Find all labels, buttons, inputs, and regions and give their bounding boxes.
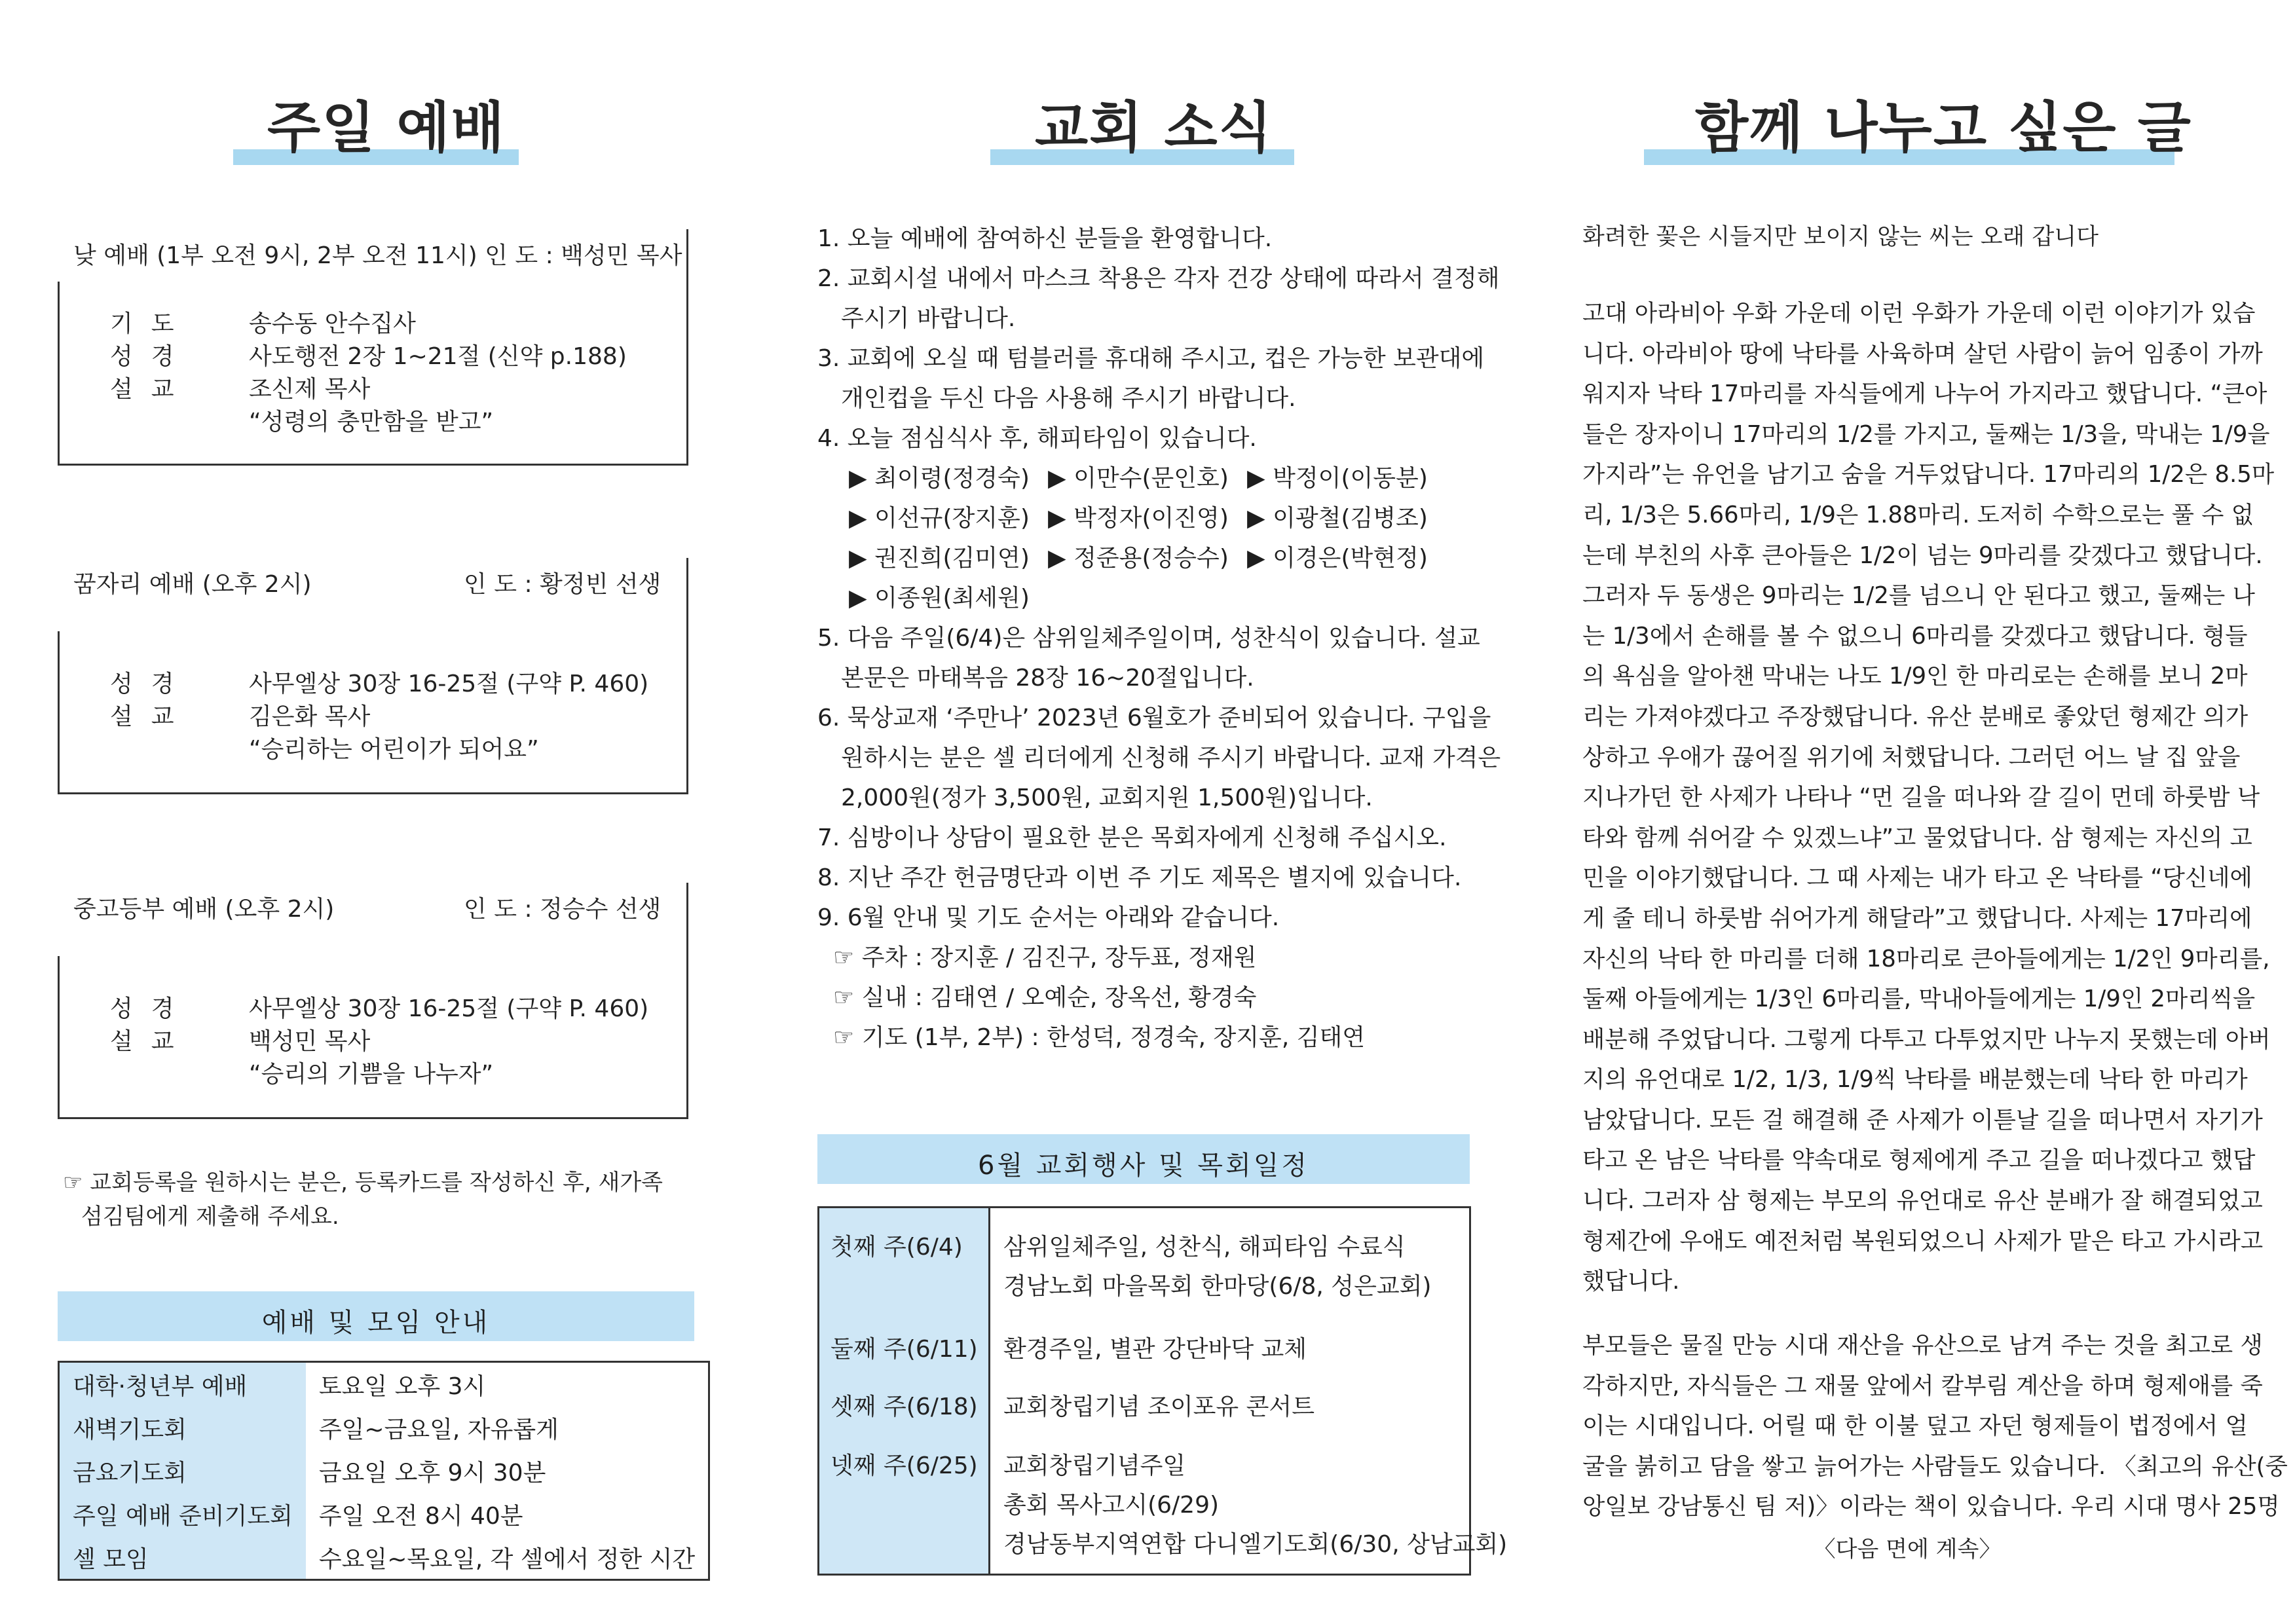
essay-line: 게 줄 테니 하룻밤 쉬어가게 해달라”고 했답니다. 사제는 17마리에 [1582,904,2252,932]
essay-line: 리는 가져야겠다고 주장했답니다. 유산 분배로 좋았던 형제간 의가 [1582,703,2248,730]
meeting-name: 셀 모임 [59,1536,306,1580]
essay-line: 워지자 낙타 17마리를 자식들에게 나누어 가지라고 했답니다. “큰아 [1582,380,2267,408]
meeting-time: 금요일 오후 9시 30분 [318,1459,546,1486]
news-item-9-prayer: ☞ 기도 (1부, 2부) : 한성덕, 정경숙, 장지훈, 김태연 [833,1024,1366,1051]
children-service-name: 꿈자리 예배 (오후 2시) [73,571,312,598]
children-service-box-left [58,631,60,792]
table-row [59,1536,709,1580]
news-item-7: 7. 심방이나 상담이 필요한 분은 목회자에게 신청해 주십시오. [817,824,1447,851]
schedule-event: 경남동부지역연합 다니엘기도회(6/30, 상남교회) [1003,1531,1508,1558]
worship-column [0,0,760,1624]
meeting-time: 주일 오전 8시 40분 [318,1502,523,1530]
meeting-time: 주일~금요일, 자유롭게 [318,1416,559,1443]
meetings-table [58,1361,710,1581]
essay-line: 형제간에 우애도 예전처럼 복원되었으니 사제가 맡은 타고 가시라고 [1582,1227,2264,1255]
news-item-3-cont: 개인컵을 두신 다음 사용해 주시기 바랍니다. [841,385,1296,412]
schedule-header [817,1134,1470,1184]
news-item-3: 3. 교회에 오실 때 텀블러를 휴대해 주시고, 컵은 가능한 보관대에 [817,345,1485,372]
news-item-6: 6. 묵상교재 ‘주만나’ 2023년 6월호가 준비되어 있습니다. 구입을 [817,705,1491,731]
youth-service-sermon-title: “승리의 기쁨을 나누자” [249,1061,494,1088]
meeting-name: 대학·청년부 예배 [59,1362,306,1407]
meetings-header-text: 예배 및 모임 안내 [261,1308,491,1338]
day-service-header: 낮 예배 (1부 오전 9시, 2부 오전 11시) 인 도 : 백성민 목사 [73,242,682,269]
essay-line: 민을 이야기했답니다. 그 때 사제는 내가 타고 온 낙타를 “당신네에 [1582,864,2252,892]
day-service-prayer: 송수동 안수집사 [249,310,416,337]
children-service-sermon-title: “승리하는 어린이가 되어요” [249,736,539,763]
table-row [59,1406,709,1449]
news-item-6-cont: 원하시는 분은 셀 리더에게 신청해 주시기 바랍니다. 교재 가격은 [841,745,1501,771]
table-row [59,1492,709,1536]
essay-line: 고대 아라비아 우화 가운데 이런 우화가 가운데 이런 이야기가 있습 [1582,300,2256,327]
day-service-box-left [58,282,60,464]
news-item-9: 9. 6월 안내 및 기도 순서는 아래와 같습니다. [817,904,1280,931]
meeting-time: 토요일 오후 3시 [318,1373,486,1400]
essay-paragraph-1 [1582,293,2275,1302]
essay-line: 타와 함께 쉬어갈 수 있겠느냐”고 물었답니다. 삼 형제는 자신의 고 [1582,824,2252,851]
essay-line: 앙일보 강남통신 팀 저)〉이라는 책이 있습니다. 우리 시대 명사 25명 [1582,1493,2280,1521]
essay-line: 타고 온 남은 낙타를 약속대로 형제에게 주고 길을 떠나겠다고 했답 [1582,1147,2256,1174]
happy-member: ▶ 최이령(정경숙) [849,465,1030,492]
essay-line: 부모들은 물질 만능 시대 재산을 유산으로 남겨 주는 것을 최고로 생 [1582,1332,2263,1359]
essay-line: 이는 시대입니다. 어릴 때 한 이불 덮고 자던 형제들이 법정에서 얼 [1582,1412,2248,1440]
essay-line: 지의 유언대로 1/2, 1/3, 1/9씩 낙타를 배분했는데 낙타 한 마리가 [1582,1066,2248,1094]
table-row [59,1449,709,1492]
schedule-week: 둘째 주(6/11) [830,1336,978,1363]
youth-service-leader: 인 도 : 정승수 선생 [464,896,662,923]
happy-member: ▶ 권진희(김미연) [849,545,1030,572]
happy-member: ▶ 박정이(이동분) [1247,465,1428,492]
news-item-5-cont: 본문은 마태복음 28장 16~20절입니다. [841,665,1254,692]
schedule-week: 넷째 주(6/25) [830,1452,978,1479]
children-service-preacher: 김은화 목사 [249,703,371,730]
schedule-event: 교회창립기념 조이포유 콘서트 [1003,1393,1315,1420]
day-service-sermon-title: “성령의 충만함을 받고” [249,409,494,435]
essay-line: 자신의 낙타 한 마리를 더해 18마리로 큰아들에게는 1/2인 9마리를, [1582,945,2270,972]
youth-service-label-scripture: 성경 [110,995,193,1022]
page-title: 주일 예배 [267,96,506,160]
happy-member: ▶ 이선규(장지훈) [849,505,1030,532]
essay-line: 했답니다. [1582,1268,1680,1295]
day-service-label-sermon: 설교 [110,376,193,403]
news-item-8: 8. 지난 주간 헌금명단과 이번 주 기도 제목은 별지에 있습니다. [817,864,1462,891]
registration-note-line2: 섬김팀에게 제출해 주세요. [81,1204,339,1230]
essay-line: 니다. 아라비아 땅에 낙타를 사육하며 살던 사람이 늙어 임종이 가까 [1582,340,2263,367]
news-item-9-indoor: ☞ 실내 : 김태연 / 오예순, 장옥선, 황경숙 [833,984,1257,1011]
essay-column [1520,0,2295,1624]
essay-line: 지나가던 한 사제가 나타나 “먼 길을 떠나와 갈 길이 먼데 하룻밤 낙 [1582,784,2260,811]
essay-line: 의 욕심을 알아챈 막내는 나도 1/9인 한 마리로는 손해를 보니 2마 [1582,663,2248,690]
essay-line: 각하지만, 자식들은 그 재물 앞에서 칼부림 계산을 하며 형제애를 죽 [1582,1372,2263,1399]
schedule-week: 셋째 주(6/18) [830,1393,978,1420]
news-item-9-parking: ☞ 주차 : 장지훈 / 김진구, 장두표, 정재원 [833,944,1257,971]
schedule-week: 첫째 주(6/4) [830,1234,963,1261]
happy-member: ▶ 이경은(박현정) [1247,545,1428,572]
registration-note-line1: ☞ 교회등록을 원하시는 분은, 등록카드를 작성하신 후, 새가족 [63,1170,663,1196]
essay-line: 둘째 아들에게는 1/3인 6마리를, 막내아들에게는 1/9인 2마리씩을 [1582,986,2256,1013]
essay-paragraph-2 [1582,1325,2288,1527]
essay-subtitle: 화려한 꽃은 시들지만 보이지 않는 씨는 오래 갑니다 [1582,224,2099,250]
day-service-scripture: 사도행전 2장 1~21절 (신약 p.188) [249,343,627,370]
essay-line: 는 1/3에서 손해를 볼 수 없으니 6마리를 갖겠다고 했답니다. 형들 [1582,622,2248,650]
table-row [59,1362,709,1407]
happy-member: ▶ 정준용(정승수) [1048,545,1229,572]
children-service-leader: 인 도 : 황정빈 선생 [464,571,662,598]
news-item-1: 1. 오늘 예배에 참여하신 분들을 환영합니다. [817,225,1273,252]
essay-line: 가지라”는 유언을 남기고 숨을 거두었답니다. 17마리의 1/2은 8.5마 [1582,461,2275,489]
news-item-5: 5. 다음 주일(6/4)은 삼위일체주일이며, 성찬식이 있습니다. 설교 [817,625,1480,652]
youth-service-preacher: 백성민 목사 [249,1028,371,1055]
day-service-preacher: 조신제 목사 [249,376,371,403]
meeting-time: 수요일~목요일, 각 셀에서 정한 시간 [318,1545,696,1573]
news-item-4: 4. 오늘 점심식사 후, 해피타임이 있습니다. [817,425,1257,452]
schedule-event: 경남노회 마을목회 한마당(6/8, 성은교회) [1003,1273,1432,1300]
schedule-event: 교회창립기념주일 [1003,1452,1186,1479]
essay-line: 배분해 주었답니다. 그렇게 다투고 다투었지만 나누지 못했는데 아버 [1582,1025,2271,1053]
happy-member: ▶ 이만수(문인호) [1048,465,1229,492]
day-service-label-prayer: 기도 [110,310,193,337]
page-title: 함께 나누고 싶은 글 [1695,96,2192,160]
essay-line: 리, 1/3은 5.66마리, 1/9은 1.88마리. 도저히 수학으로는 풀 수 없 [1582,501,2254,528]
meetings-header [58,1291,694,1341]
schedule-event: 환경주일, 별관 강단바닥 교체 [1003,1336,1307,1363]
news-item-6-cont2: 2,000원(정가 3,500원, 교회지원 1,500원)입니다. [841,784,1373,811]
children-service-label-scripture: 성경 [110,671,193,697]
continued-note: 〈다음 면에 계속〉 [1813,1536,2002,1562]
essay-line: 들은 장자이니 17마리의 1/2를 가지고, 둘째는 1/3을, 막내는 1/9을 [1582,420,2270,448]
youth-service-scripture: 사무엘상 30장 16-25절 (구약 P. 460) [249,995,649,1022]
schedule-header-text: 6월 교회행사 및 목회일정 [978,1151,1309,1181]
essay-line: 는데 부친의 사후 큰아들은 1/2이 넘는 9마리를 갖겠다고 했답니다. [1582,542,2263,569]
meeting-name: 금요기도회 [59,1449,306,1492]
essay-line: 굴을 붉히고 담을 쌓고 늙어가는 사람들도 있습니다. 〈최고의 유산(중 [1582,1452,2288,1480]
essay-line: 남았답니다. 모든 걸 해결해 준 사제가 이튿날 길을 떠나면서 자기가 [1582,1106,2263,1134]
news-column [760,0,1520,1624]
happy-member: ▶ 이종원(최세원) [849,585,1030,612]
meeting-name: 새벽기도회 [59,1406,306,1449]
youth-service-name: 중고등부 예배 (오후 2시) [73,896,335,923]
happy-member: ▶ 박정자(이진영) [1048,505,1229,532]
essay-line: 그러자 두 동생은 9마리는 1/2를 넘으니 안 된다고 했고, 둘째는 나 [1582,582,2255,610]
news-item-2: 2. 교회시설 내에서 마스크 착용은 각자 건강 상태에 따라서 결정해 [817,265,1500,292]
page-title: 교회 소식 [1035,96,1273,160]
youth-service-label-sermon: 설교 [110,1028,193,1055]
children-service-label-sermon: 설교 [110,703,193,730]
meeting-name: 주일 예배 준비기도회 [59,1492,306,1536]
schedule-event: 삼위일체주일, 성찬식, 해피타임 수료식 [1003,1234,1406,1261]
day-service-label-scripture: 성경 [110,343,193,370]
essay-line: 상하고 우애가 끊어질 위기에 처했답니다. 그러던 어느 날 집 앞을 [1582,743,2241,771]
youth-service-box-left [58,956,60,1117]
news-item-2-cont: 주시기 바랍니다. [841,305,1016,332]
children-service-scripture: 사무엘상 30장 16-25절 (구약 P. 460) [249,671,649,697]
schedule-event: 총회 목사고시(6/29) [1003,1492,1220,1519]
essay-line: 니다. 그러자 삼 형제는 부모의 유언대로 유산 분배가 잘 해결되었고 [1582,1187,2263,1215]
happy-member: ▶ 이광철(김병조) [1247,505,1428,532]
